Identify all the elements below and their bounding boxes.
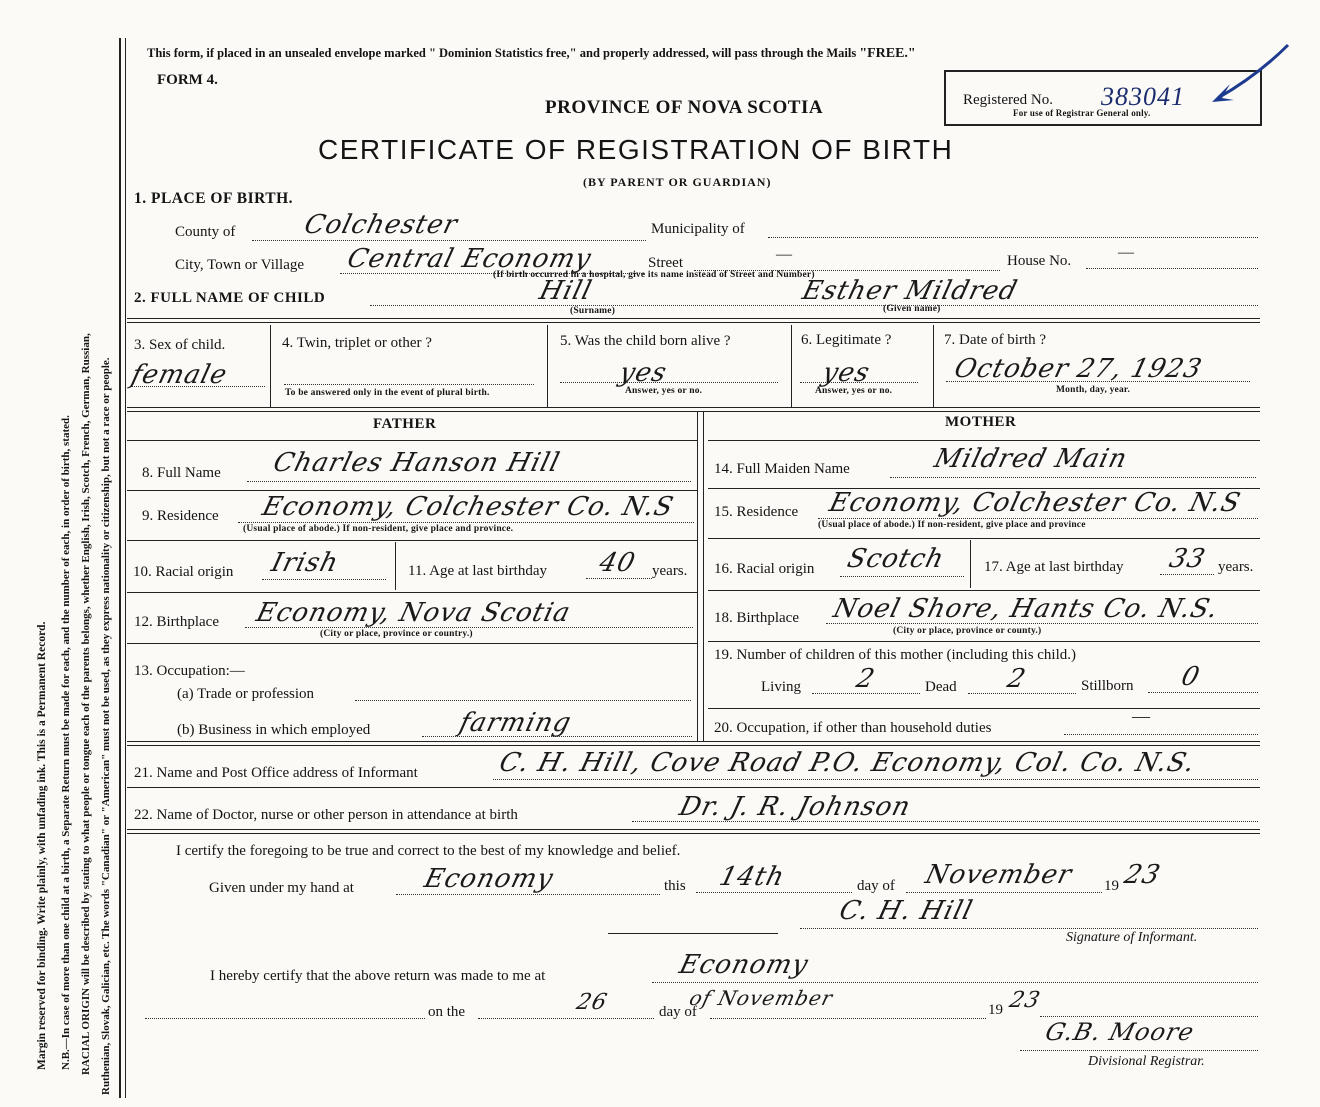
alive-note: Answer, yes or no. xyxy=(625,386,703,396)
county-label: County of xyxy=(175,224,236,240)
dayof-label: day of xyxy=(857,878,895,894)
place-section-label: 1. PLACE OF BIRTH. xyxy=(134,190,294,207)
margin-note-racial-2: Ruthenian, Slovak, Galician, etc. The words "Canadian" or "American" must not be used, as they express nationality or citizenship, but not a race or people. xyxy=(100,357,112,1095)
mother-bp-note: (City or place, province or county.) xyxy=(893,626,1042,636)
mail-notice xyxy=(147,46,916,62)
mail-notice-free: "FREE." xyxy=(859,46,916,61)
living-value: 2 xyxy=(853,664,879,694)
sex-label: 3. Sex of child. xyxy=(134,337,226,353)
parents-divider xyxy=(697,412,698,742)
certificate-title: CERTIFICATE OF REGISTRATION OF BIRTH xyxy=(318,134,954,165)
twin-note: To be answered only in the event of plural birth. xyxy=(285,388,490,398)
father-age-value: 40 xyxy=(596,548,639,578)
twin-label: 4. Twin, triplet or other ? xyxy=(282,335,432,351)
registrar-signature: G.B. Moore xyxy=(1042,1018,1198,1046)
mother-res-label: 15. Residence xyxy=(714,504,799,520)
registrar-place: Economy xyxy=(676,950,812,980)
mother-name-label: 14. Full Maiden Name xyxy=(714,461,850,477)
month-value: November xyxy=(922,860,1076,890)
margin-note-binding: Margin reserved for binding. Write plainly, with unfading ink. This is a Permanent Record. xyxy=(36,621,48,1070)
father-name-label: 8. Full Name xyxy=(142,465,221,481)
father-heading: FATHER xyxy=(373,416,437,432)
mother-name-value: Mildred Main xyxy=(931,444,1131,474)
divider-3 xyxy=(127,741,1260,746)
living-label: Living xyxy=(761,679,801,695)
alive-value: yes xyxy=(616,358,671,388)
given-place: Economy xyxy=(421,864,557,894)
informant-label: 21. Name and Post Office address of Informant xyxy=(134,765,418,781)
father-bp-label: 12. Birthplace xyxy=(134,614,219,630)
biz-value: farming xyxy=(456,708,575,738)
stillborn-value: 0 xyxy=(1178,662,1204,692)
stillborn-label: Stillborn xyxy=(1081,678,1134,694)
street-label: Street xyxy=(648,255,683,271)
father-occ-label: 13. Occupation:— xyxy=(134,663,245,679)
registrar-dayof-label: day of xyxy=(659,1004,697,1020)
father-age-unit: years. xyxy=(652,563,688,579)
registrar-year-prefix: 19 xyxy=(988,1002,1003,1018)
mother-bp-label: 18. Birthplace xyxy=(714,610,799,626)
attendant-value: Dr. J. R. Johnson xyxy=(676,792,915,822)
margin-note-nb: N.B.—In case of more than one child at a birth, a Separate Return must be made for each, and the number of each, in order of birth, stated. xyxy=(60,415,72,1070)
biz-label: (b) Business in which employed xyxy=(177,722,371,738)
given-label: Given under my hand at xyxy=(209,880,354,896)
mother-res-note: (Usual place of abode.) If non-resident, give place and province xyxy=(818,520,1086,530)
father-res-label: 9. Residence xyxy=(142,508,219,524)
registered-number: 383041 xyxy=(1101,82,1185,111)
mother-age-value: 33 xyxy=(1166,544,1209,574)
father-race-label: 10. Racial origin xyxy=(133,564,234,580)
mother-res-value: Economy, Colchester Co. N.S xyxy=(826,488,1244,518)
dead-label: Dead xyxy=(925,679,957,695)
divider-1 xyxy=(127,318,1260,323)
margin-note-racial-1: RACIAL ORIGIN will be described by stating to what people or tongue each of the parents belongs, whether English, Irish, Scotch, French, German, Russian, xyxy=(80,333,92,1075)
registrar-year: 23 xyxy=(1006,988,1044,1013)
children-label: 19. Number of children of this mother (including this child.) xyxy=(714,647,1077,663)
dead-value: 2 xyxy=(1004,664,1030,694)
registrar-statement: I hereby certify that the above return was made to me at xyxy=(210,968,546,984)
city-label: City, Town or Village xyxy=(175,257,305,273)
province-title: PROVINCE OF NOVA SCOTIA xyxy=(545,97,824,118)
legit-label: 6. Legitimate ? xyxy=(801,332,892,348)
mother-race-value: Scotch xyxy=(844,544,948,574)
dob-value: October 27, 1923 xyxy=(951,354,1206,384)
registrar-month: of November xyxy=(687,986,836,1010)
mother-occ-value: — xyxy=(1132,706,1150,726)
county-value: Colchester xyxy=(301,210,461,240)
margin-rule-inner xyxy=(125,38,126,1098)
father-name-value: Charles Hanson Hill xyxy=(270,448,564,478)
given-caption: (Given name) xyxy=(883,304,941,314)
child-name-label: 2. FULL NAME OF CHILD xyxy=(134,290,326,306)
father-bp-value: Economy, Nova Scotia xyxy=(253,598,574,628)
street-value: — xyxy=(776,246,792,263)
mother-bp-value: Noel Shore, Hants Co. N.S. xyxy=(830,594,1222,624)
father-res-value: Economy, Colchester Co. N.S xyxy=(259,492,677,522)
hospital-note: (If birth occurred in a hospital, give its name instead of Street and Number) xyxy=(493,270,815,280)
child-surname: Hill xyxy=(536,276,596,306)
mother-race-label: 16. Racial origin xyxy=(714,561,815,577)
legit-note: Answer, yes or no. xyxy=(815,386,893,396)
municipality-label: Municipality of xyxy=(651,221,745,237)
form-number: FORM 4. xyxy=(157,72,218,88)
certify-statement: I certify the foregoing to be true and correct to the best of my knowledge and belief. xyxy=(176,843,681,859)
sex-value: female xyxy=(128,360,231,390)
registered-note: For use of Registrar General only. xyxy=(1013,108,1151,118)
certificate-subtitle: (BY PARENT OR GUARDIAN) xyxy=(583,175,772,189)
registrar-signature-label: Divisional Registrar. xyxy=(1088,1054,1205,1069)
informant-signature: C. H. Hill xyxy=(836,896,977,926)
father-res-note: (Usual place of abode.) If non-resident, give place and province. xyxy=(243,524,514,534)
mother-heading: MOTHER xyxy=(945,414,1017,430)
mother-age-unit: years. xyxy=(1218,559,1254,575)
margin-rule xyxy=(119,38,121,1098)
mother-age-label: 17. Age at last birthday xyxy=(984,559,1124,575)
dob-label: 7. Date of birth ? xyxy=(944,332,1047,348)
child-given-name: Esther Mildred xyxy=(799,276,1021,306)
check-arrow-icon xyxy=(1208,40,1292,110)
mother-occ-label: 20. Occupation, if other than household duties xyxy=(714,720,992,736)
year-prefix: 19 xyxy=(1104,878,1119,894)
informant-signature-label: Signature of Informant. xyxy=(1066,930,1198,945)
father-race-value: Irish xyxy=(268,548,342,578)
surname-caption: (Surname) xyxy=(570,306,616,316)
informant-value: C. H. Hill, Cove Road P.O. Economy, Col. Co. N.S. xyxy=(496,748,1199,778)
divider-2 xyxy=(127,407,1260,412)
dob-note: Month, day, year. xyxy=(1056,385,1131,395)
registered-label: Registered No. xyxy=(963,92,1053,108)
year-value: 23 xyxy=(1121,860,1164,890)
father-bp-note: (City or place, province or country.) xyxy=(320,629,473,639)
house-label: House No. xyxy=(1007,253,1072,269)
house-value: — xyxy=(1118,244,1134,261)
alive-label: 5. Was the child born alive ? xyxy=(560,333,731,349)
attendant-label: 22. Name of Doctor, nurse or other person in attendance at birth xyxy=(134,807,518,823)
registrar-day: 26 xyxy=(573,990,611,1015)
father-age-label: 11. Age at last birthday xyxy=(408,563,547,579)
trade-label: (a) Trade or profession xyxy=(177,686,315,702)
on-label: on the xyxy=(428,1004,466,1020)
city-value: Central Economy xyxy=(344,244,595,274)
this-day: 14th xyxy=(716,862,789,892)
legit-value: yes xyxy=(819,358,874,388)
divider-4 xyxy=(127,829,1260,834)
this-label: this xyxy=(664,878,686,894)
mail-notice-text: This form, if placed in an unsealed envelope marked " Dominion Statistics free," and properly addressed, will pass through the Mails xyxy=(147,46,857,60)
